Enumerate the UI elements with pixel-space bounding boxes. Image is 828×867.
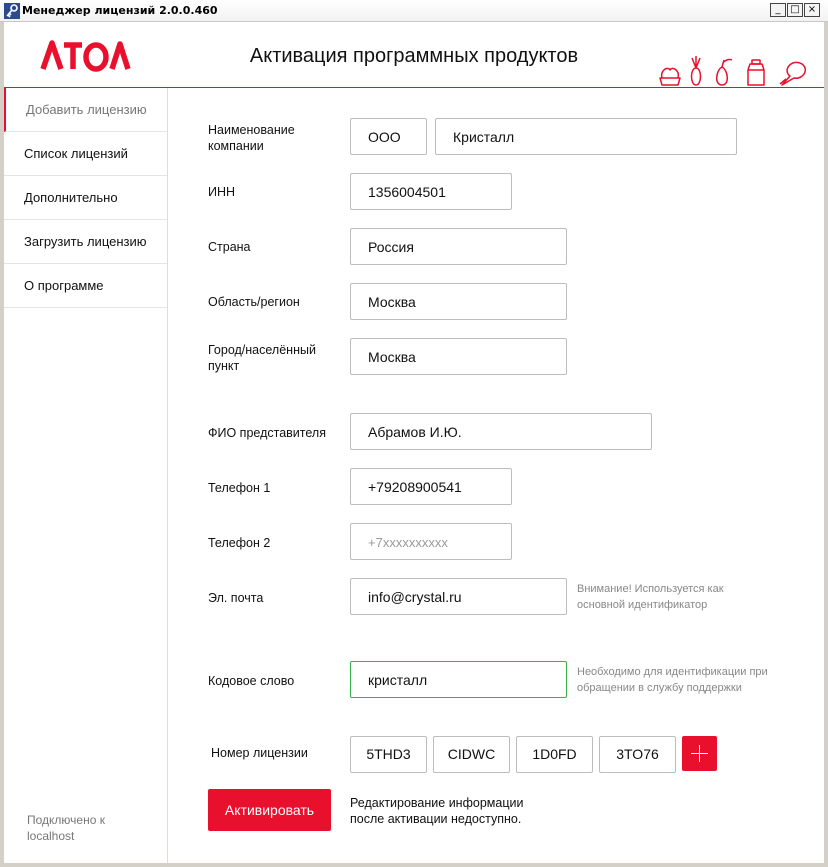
key-icon <box>4 3 20 19</box>
company-name-field[interactable] <box>435 118 737 155</box>
inn-label: ИНН <box>208 185 236 199</box>
country-label: Страна <box>208 240 251 254</box>
region-label: Область/регион <box>208 295 300 309</box>
codeword-label: Кодовое слово <box>208 674 295 688</box>
representative-field[interactable] <box>350 413 652 450</box>
license-part-3[interactable]: 1D0FD <box>516 736 593 773</box>
country-field[interactable] <box>350 228 567 265</box>
sidebar-item-load-license[interactable]: Загрузить лицензию <box>4 220 167 264</box>
email-label: Эл. почта <box>208 591 264 605</box>
ham-icon <box>782 62 805 85</box>
inn-field[interactable] <box>350 173 512 210</box>
window-title: Менеджер лицензий 2.0.0.460 <box>22 4 218 17</box>
codeword-field[interactable] <box>350 661 567 698</box>
window-titlebar <box>0 0 828 22</box>
sidebar <box>4 88 168 863</box>
sidebar-item-add-license[interactable]: Добавить лицензию <box>4 88 167 132</box>
cupcake-icon <box>660 78 680 85</box>
minimize-button[interactable]: _ <box>770 3 786 17</box>
representative-label: ФИО представителя <box>208 426 326 440</box>
phone2-label: Телефон 2 <box>208 536 271 550</box>
page-title: Активация программных продуктов <box>249 45 579 67</box>
company-label: Наименование компании <box>208 123 295 153</box>
connection-status: Подключено к localhost <box>27 813 105 843</box>
license-label: Номер лицензии <box>211 746 308 760</box>
maximize-button[interactable]: □ <box>787 3 803 17</box>
codeword-hint: Необходимо для идентификации при обращении в службу поддержки <box>577 666 768 694</box>
phone1-label: Телефон 1 <box>208 481 271 495</box>
city-label: Город/населённый пункт <box>208 343 316 373</box>
activation-note: Редактирование информации после активации недоступно. <box>350 796 524 826</box>
sidebar-item-about[interactable]: О программе <box>4 264 167 308</box>
region-field[interactable] <box>350 283 567 320</box>
license-part-2[interactable]: CIDWC <box>433 736 510 773</box>
app-header <box>4 22 824 88</box>
pear-icon <box>717 67 728 85</box>
city-field[interactable] <box>350 338 567 375</box>
sidebar-item-license-list[interactable]: Список лицензий <box>4 132 167 176</box>
add-license-part-button[interactable] <box>682 736 717 771</box>
company-form-field[interactable] <box>350 118 427 155</box>
license-part-4[interactable]: 3TO76 <box>599 736 676 773</box>
activate-button[interactable]: Активировать <box>208 789 331 831</box>
close-button[interactable]: × <box>804 3 820 17</box>
email-hint: Внимание! Используется как основной идентификатор <box>577 583 724 611</box>
radish-icon <box>692 68 701 85</box>
grocery-icons <box>658 52 818 86</box>
phone1-field[interactable] <box>350 468 512 505</box>
sidebar-item-additional[interactable]: Дополнительно <box>4 176 167 220</box>
email-field[interactable] <box>350 578 567 615</box>
milk-carton-icon <box>748 64 764 85</box>
phone2-field[interactable] <box>350 523 512 560</box>
license-part-1[interactable]: 5THD3 <box>350 736 427 773</box>
